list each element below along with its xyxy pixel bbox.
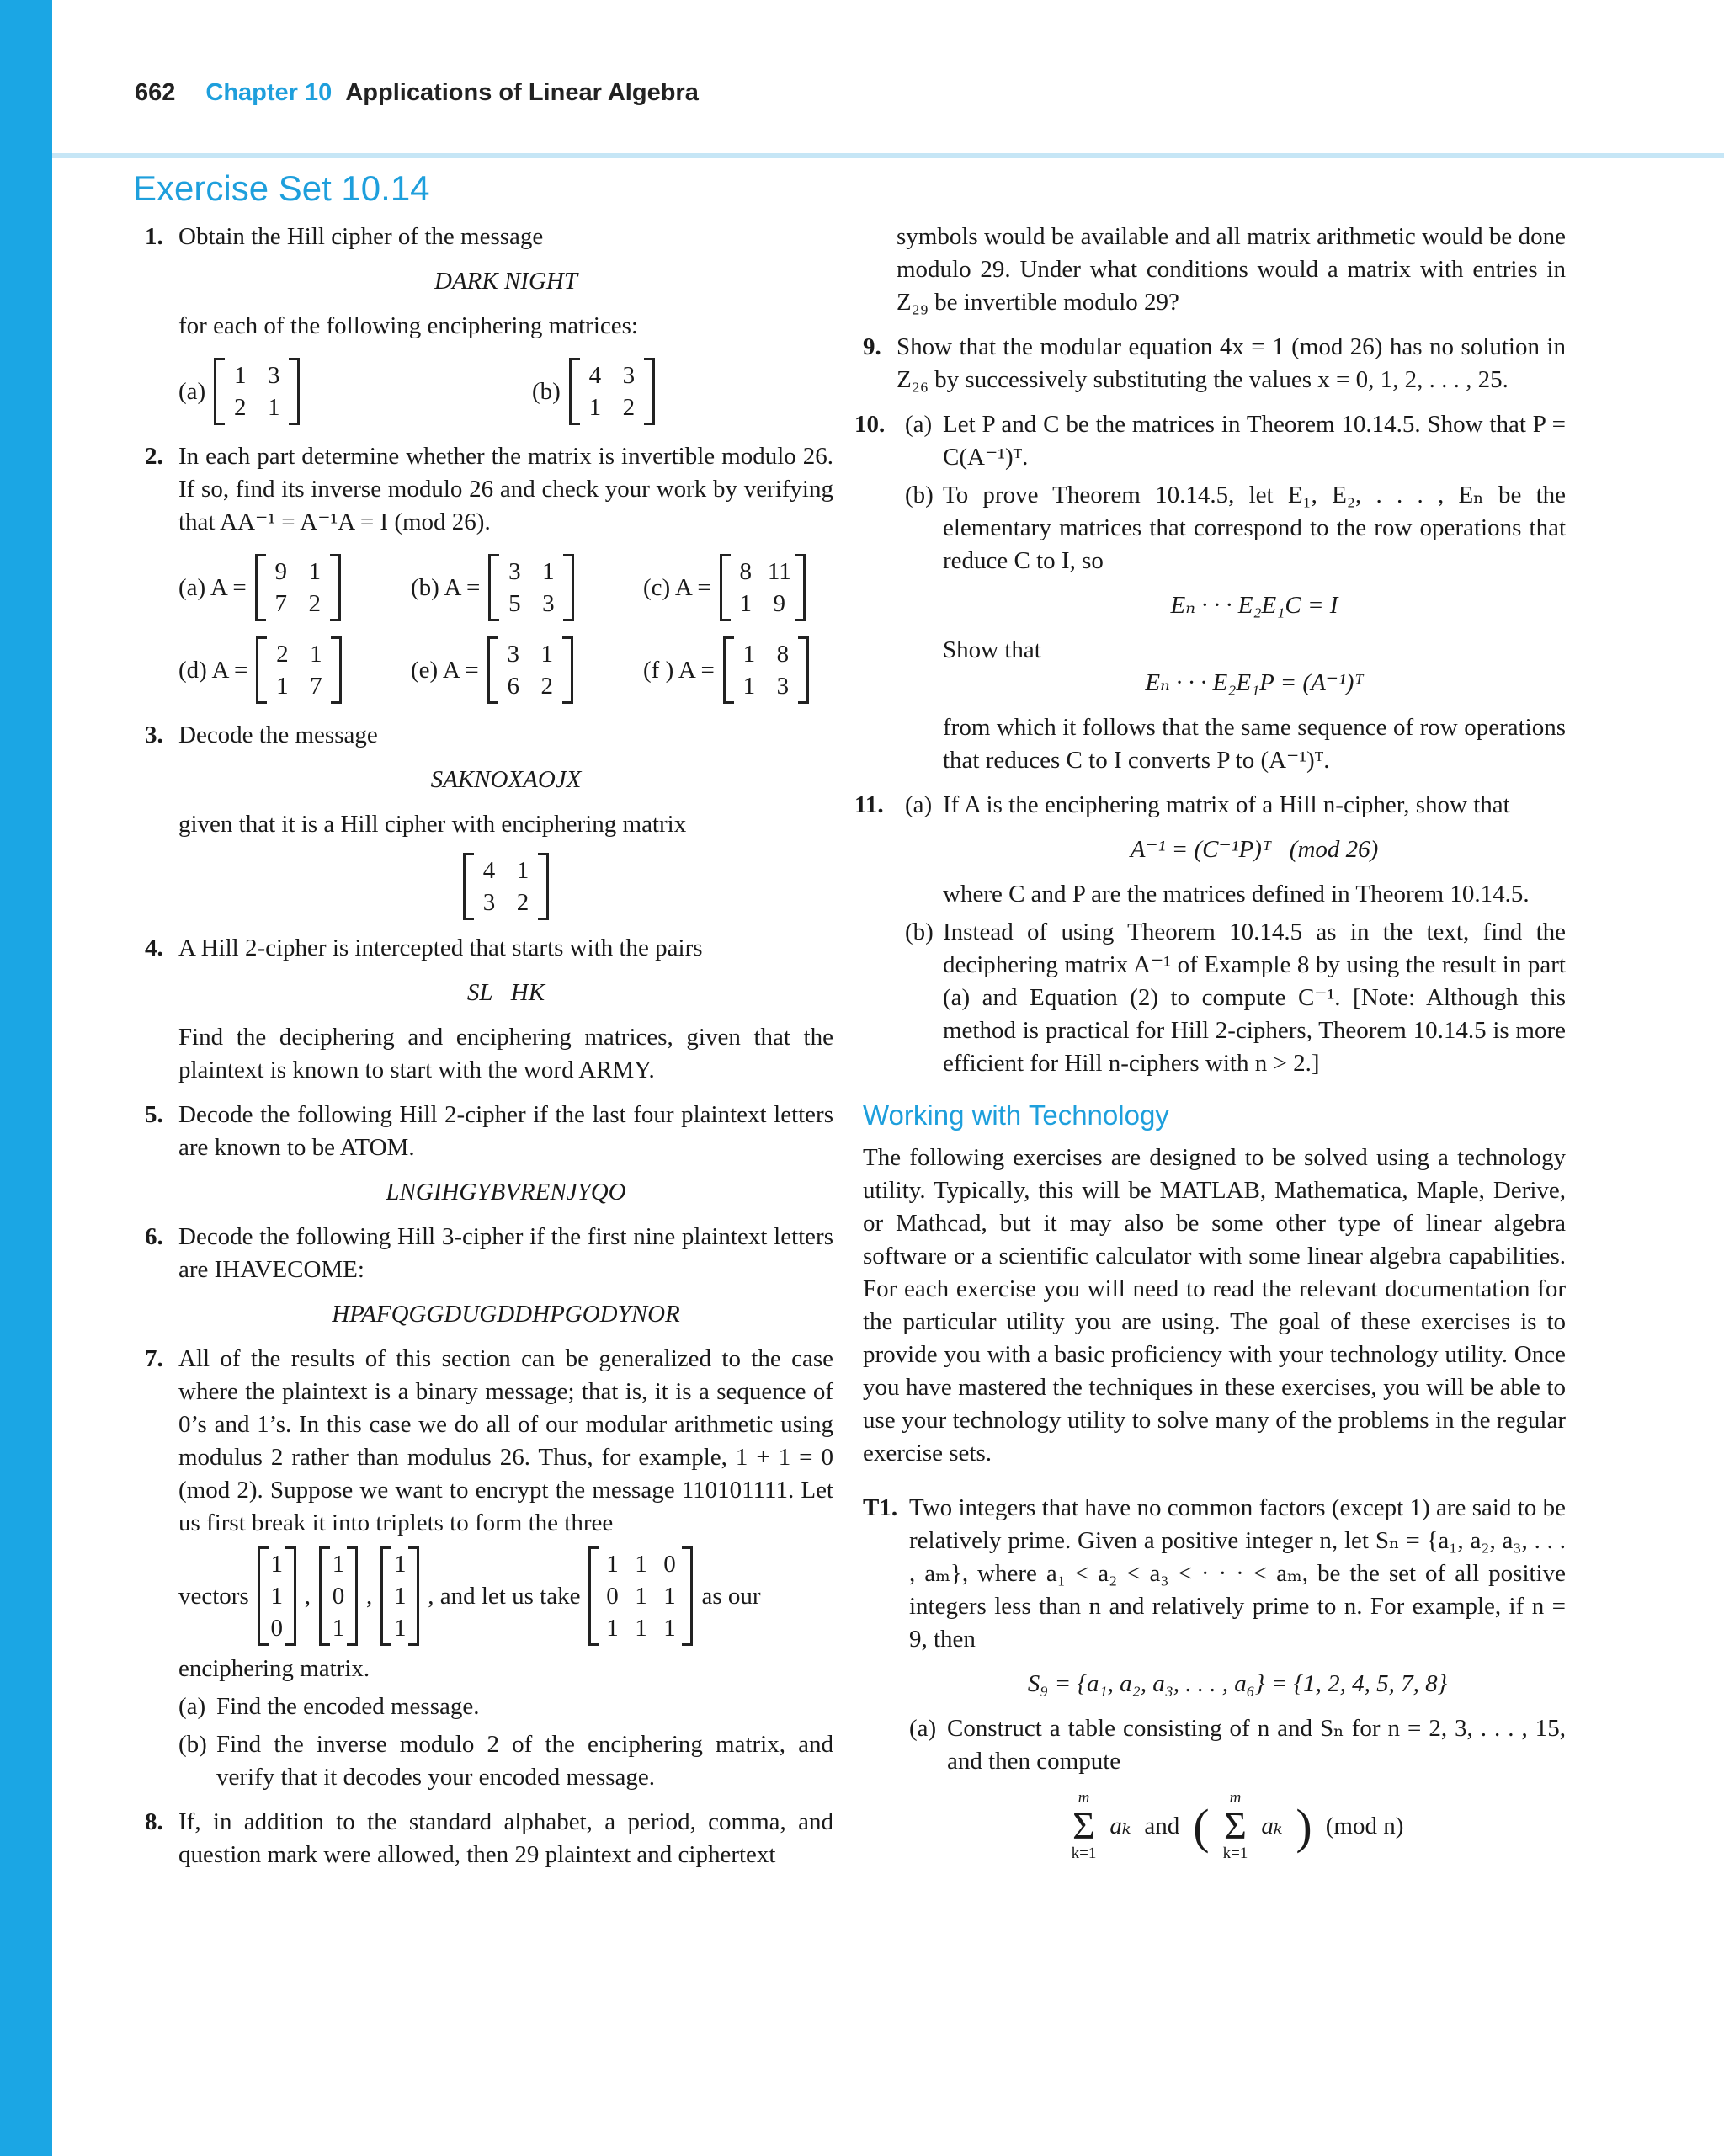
left-column — [145, 221, 833, 1883]
exercise-11: 11. (a) If A is the enciphering matrix of a Hill n-cipher, show that A⁻¹ = (C⁻¹P)ᵀ (mod 26) where C and P are the matrices defined in Theorem 10.14.5. (b) Instead of using Theorem 10.14.5 as in the text, find the deciphering matrix A⁻¹ of Example 8 by using the result in part (a) and Equation (2) to compute C⁻¹. [Note: Although this method is practical for Hill 2-ciphers, Theorem 10.14.5 is more efficient for Hill n-ciphers with n > 2.] — [854, 791, 1566, 1077]
sum-formula: m Σ k=1 aₖ and ( m Σ k=1 aₖ ) (mod n) — [1071, 1789, 1404, 1862]
vectors-row: vectors 1 1 0 , 1 0 1 , 1 1 1 , and let us take 1 1 0 0 1 1 1 1 1 as our — [178, 1546, 833, 1646]
exercise-5: 5. Decode the following Hill 2-cipher if the last four plaintext letters are known to be ATOM. LNGIHGYBVRENJYQO — [145, 1099, 833, 1209]
matrix: 4 1 3 2 — [463, 853, 549, 920]
exercise-T1: T1. Two integers that have no common factors (except 1) are said to be relatively prime. Given a positive integer n, let Sₙ = {a₁, a₂, a₃, . . . , aₘ}, where a₁ < a₂ < a₃ < · · · < aₘ, be the set of all positive integers less than n and relatively prime to n. For example, if n = 9, then S₉ = {a₁, a₂, a₃, . . . , a₆} = {1, 2, 4, 5, 7, 8} (a) Construct a table consisting of n and Sₙ for n = 2, 3, . . . , 15, and then compute m Σ k=1 aₖ and ( m Σ k=1 aₖ ) (mod n) — [863, 1494, 1566, 1862]
matrix-row: (d) A = 2 1 1 7 (e) A = 3 1 6 2 (f ) A = 1 8 1 3 — [178, 636, 833, 704]
exercise-3: 3. Decode the message SAKNOXAOJX given that it is a Hill cipher with enciphering matrix 4 1 3 2 — [145, 719, 833, 920]
chapter-title: Applications of Linear Algebra — [345, 79, 699, 106]
exercise-8: 8. If, in addition to the standard alphabet, a period, comma, and question mark were allowed, then 29 plaintext and ciphertext — [145, 1808, 833, 1868]
color-sidebar — [0, 0, 52, 2156]
exercise-6: 6. Decode the following Hill 3-cipher if the first nine plaintext letters are IHAVECOME: HPAFQGGDUGDDHPGODYNOR — [145, 1221, 833, 1331]
matrix: 2 1 1 7 — [256, 636, 342, 704]
message: HPAFQGGDUGDDHPGODYNOR — [332, 1301, 680, 1328]
message: SL HK — [466, 979, 545, 1006]
section-heading: Working with Technology — [863, 1099, 1169, 1131]
vector: 1 1 0 — [258, 1546, 296, 1646]
right-column — [854, 221, 1566, 1874]
matrix-row: (a) 1 3 2 1 (b) 4 3 1 2 — [178, 358, 833, 425]
matrix: 1 8 1 3 — [723, 636, 809, 704]
message: DARK NIGHT — [434, 268, 577, 295]
message: LNGIHGYBVRENJYQO — [386, 1179, 626, 1206]
exercise-2: 2. In each part determine whether the matrix is invertible modulo 26. If so, find its inverse modulo 26 and check your work by verifying that AA⁻¹ = A⁻¹A = I (mod 26). (a) A = 9 1 7 2 (b) A = 3 1 5 3 (c) A = 8 11 1 9 (d) A = 2 1 1 7 (e) A = 3 1 6 2 (f ) A = 1 8 1 3 — [145, 440, 833, 704]
exercise-1: 1. Obtain the Hill cipher of the message DARK NIGHT for each of the following enciphering matrices: (a) 1 3 2 1 (b) 4 3 1 2 — [145, 221, 833, 425]
exercise-9: 9. Show that the modular equation 4x = 1 (mod 26) has no solution in Z₂₆ by successively substituting the values x = 0, 1, 2, . . . , 25. — [863, 333, 1566, 393]
exercise-7: 7. All of the results of this section can be generalized to the case where the plaintext is a binary message; that is, it is a sequence of 0’s and 1’s. In this case we do all of our modular arithmetic using modulus 2 rather than modulus 26. Thus, for example, 1 + 1 = 0 (mod 2). Suppose we want to encrypt the message 110101111. Let us first break it into triplets to form the three vectors 1 1 0 , 1 0 1 , 1 1 1 , and let us take 1 1 0 0 1 1 1 1 1 as our enciphering matrix. (a) Find the encoded message. (b) Find the inverse modulo 2 of the enciphering matrix, and verify that it decodes your encoded message. — [145, 1345, 833, 1791]
tech-paragraph: The following exercises are designed to be solved using a technology utility. Typically, this will be MATLAB, Mathematica, Maple, Derive, or Mathcad, but it may also be some other type of linear algebra software or a scientific calculator with some linear algebra capabilities. For each exercise you will need to read the relevant documentation for the particular utility you are using. The goal of these exercises is to provide you with a basic proficiency with your technology utility. Once you have mastered the techniques in these exercises, you will be able to use your technology utility to solve many of the problems in the regular exercise sets. — [863, 1144, 1566, 1467]
matrix: 3 1 5 3 — [488, 554, 574, 621]
exercise-4: 4. A Hill 2-cipher is intercepted that starts with the pairs SL HK Find the deciphering and enciphering matrices, given that the plaintext is known to start with the word ARMY. — [145, 934, 833, 1083]
header-rule — [52, 153, 1724, 158]
exercise-set-title: Exercise Set 10.14 — [133, 168, 430, 208]
matrix: 9 1 7 2 — [255, 554, 341, 621]
matrix: 8 11 1 9 — [720, 554, 806, 621]
matrix-row: (a) A = 9 1 7 2 (b) A = 3 1 5 3 (c) A = 8 11 1 9 — [178, 554, 833, 621]
running-header — [135, 79, 699, 107]
chapter-label: Chapter 10 — [205, 79, 333, 106]
matrix: 3 1 6 2 — [487, 636, 573, 704]
vector: 1 0 1 — [319, 1546, 358, 1646]
matrix: 1 1 0 0 1 1 1 1 1 — [588, 1546, 693, 1646]
exercise-10: 10. (a) Let P and C be the matrices in Theorem 10.14.5. Show that P = C(A⁻¹)ᵀ. (b) To prove Theorem 10.14.5, let E₁, E₂, . . . , Eₙ be the elementary matrices that correspond to the row operations that reduce C to I, so Eₙ · · · E₂E₁C = I Show that Eₙ · · · E₂E₁P = (A⁻¹)ᵀ from which it follows that the same sequence of row operations that reduces C to I converts P to (A⁻¹)ᵀ. — [854, 411, 1566, 774]
matrix: 1 3 2 1 — [214, 358, 300, 425]
exercise-8-cont: symbols would be available and all matrix arithmetic would be done modulo 29. Under what conditions would a matrix with entries in Z₂₉ be invertible modulo 29? — [897, 223, 1566, 316]
matrix: 4 3 1 2 — [569, 358, 655, 425]
message: SAKNOXAOJX — [430, 766, 582, 793]
vector: 1 1 1 — [380, 1546, 419, 1646]
page-number: 662 — [135, 79, 176, 106]
